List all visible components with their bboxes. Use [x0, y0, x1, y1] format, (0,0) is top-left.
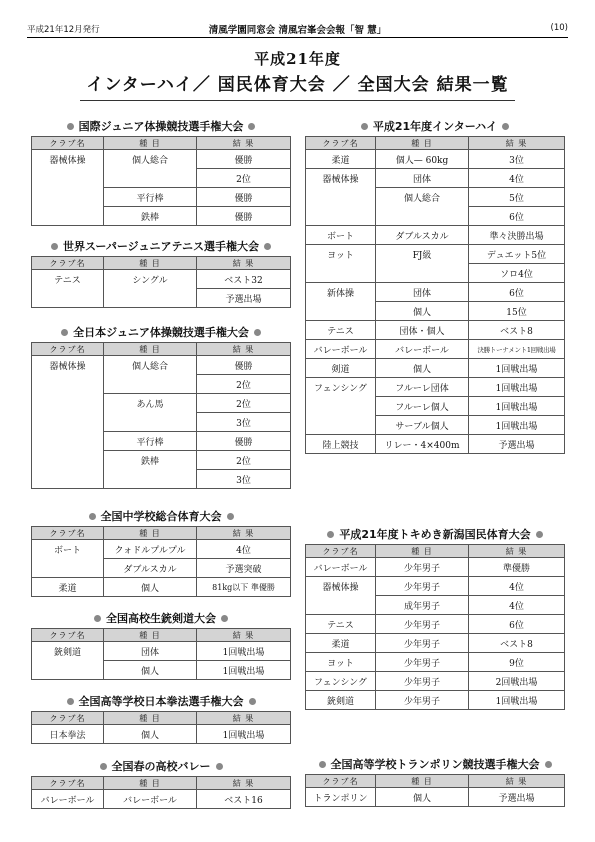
table-header-row: クラブ名 種 目 結 果	[306, 137, 565, 150]
club-cell: 柔道	[306, 150, 376, 169]
table-header-row: クラブ名 種 目 結 果	[306, 545, 565, 558]
table-row	[306, 653, 565, 672]
bullet-icon	[227, 513, 234, 520]
event-cell: 個人総合	[376, 188, 469, 226]
result-cell: 3位	[469, 150, 565, 169]
event-cell: 個人	[376, 359, 469, 378]
club-cell: 器械体操	[32, 356, 104, 489]
club-cell: 銃剣道	[32, 642, 104, 680]
event-cell: 個人	[376, 788, 469, 807]
bullet-icon	[249, 698, 256, 705]
bullet-icon	[51, 243, 58, 250]
result-cell: 4位	[469, 596, 565, 615]
table-row	[32, 540, 291, 559]
result-cell: 6位	[469, 283, 565, 302]
event-cell: 鉄棒	[104, 207, 197, 226]
event-cell: 少年男子	[376, 615, 469, 634]
table-row	[32, 578, 291, 597]
event-cell: 少年男子	[376, 691, 469, 710]
bullet-icon	[536, 531, 543, 538]
bullet-icon	[248, 123, 255, 130]
event-cell: 個人総合	[104, 150, 197, 188]
results-table	[305, 544, 565, 710]
section-all-japan-junior-gymnastics	[31, 324, 291, 489]
table-row	[306, 340, 565, 359]
section-title: 全国高等学校トランポリン競技選手権大会	[305, 756, 565, 774]
result-cell: 4位	[469, 577, 565, 596]
bullet-icon	[327, 531, 334, 538]
result-cell: 6位	[469, 207, 565, 226]
bullet-icon	[61, 329, 68, 336]
table-row	[306, 321, 565, 340]
section-interhigh	[305, 118, 565, 454]
event-cell: 個人	[104, 578, 197, 597]
bullet-icon	[361, 123, 368, 130]
results-table	[305, 136, 565, 454]
bullet-icon	[216, 763, 223, 770]
section-title: 全国春の高校バレー	[31, 758, 291, 776]
club-cell: 器械体操	[32, 150, 104, 226]
table-row	[306, 226, 565, 245]
section-intl-junior-gymnastics	[31, 118, 291, 226]
results-table	[305, 774, 565, 807]
result-cell: 15位	[469, 302, 565, 321]
result-cell: 2位	[197, 394, 291, 413]
club-cell: 器械体操	[306, 577, 376, 615]
event-cell: 平行棒	[104, 188, 197, 207]
result-cell: デュエット5位	[469, 245, 565, 264]
event-cell: 少年男子	[376, 558, 469, 577]
page-number: (10)	[550, 23, 568, 33]
section-national-junior-high	[31, 508, 291, 597]
table-header-row: クラブ名 種 目 結 果	[32, 343, 291, 356]
result-cell: 優勝	[197, 150, 291, 169]
result-cell: 1回戦出場	[197, 725, 291, 744]
result-cell: 2位	[197, 169, 291, 188]
table-row	[32, 790, 291, 809]
bullet-icon	[221, 615, 228, 622]
event-cell: 少年男子	[376, 653, 469, 672]
club-cell: テニス	[306, 321, 376, 340]
event-cell: フルーレ団体	[376, 378, 469, 397]
result-cell: 4位	[469, 169, 565, 188]
club-cell: バレーボール	[306, 340, 376, 359]
table-row	[32, 150, 291, 169]
event-cell: 団体	[376, 283, 469, 302]
result-cell: 4位	[197, 540, 291, 559]
table-row	[306, 169, 565, 188]
results-table	[31, 776, 291, 809]
event-cell: 個人— 60kg	[376, 150, 469, 169]
table-row	[306, 691, 565, 710]
table-header-row: クラブ名 種 目 結 果	[32, 777, 291, 790]
event-cell: ダブルスカル	[376, 226, 469, 245]
result-cell: 2回戦出場	[469, 672, 565, 691]
club-cell: バレーボール	[32, 790, 104, 809]
event-cell: バレーボール	[104, 790, 197, 809]
table-header-row: クラブ名 種 目 結 果	[32, 527, 291, 540]
section-trampoline	[305, 756, 565, 807]
club-cell: 柔道	[306, 634, 376, 653]
event-cell: 個人	[104, 661, 197, 680]
club-cell: ヨット	[306, 653, 376, 672]
bullet-icon	[319, 761, 326, 768]
title-rule	[80, 100, 515, 101]
event-cell: 鉄棒	[104, 451, 197, 489]
club-cell: バレーボール	[306, 558, 376, 577]
result-cell: 5位	[469, 188, 565, 207]
result-cell: 準々決勝出場	[469, 226, 565, 245]
event-cell: 個人	[376, 302, 469, 321]
newsletter-title: 清風学園同窓会 清風宕峯会会報「智 慧」	[208, 25, 387, 36]
results-table	[31, 256, 291, 308]
result-cell: 予選出場	[469, 435, 565, 454]
result-cell: 優勝	[197, 207, 291, 226]
club-cell: 剣道	[306, 359, 376, 378]
result-cell: 優勝	[197, 432, 291, 451]
table-row	[32, 642, 291, 661]
section-spring-volleyball	[31, 758, 291, 809]
result-cell: 1回戦出場	[469, 691, 565, 710]
section-title: 全国高等学校日本拳法選手権大会	[31, 693, 291, 711]
club-cell: 陸上競技	[306, 435, 376, 454]
result-cell: 1回戦出場	[469, 378, 565, 397]
section-title: 全国中学校総合体育大会	[31, 508, 291, 526]
table-header-row: クラブ名 種 目 結 果	[32, 629, 291, 642]
event-cell: サーブル個人	[376, 416, 469, 435]
table-row	[306, 283, 565, 302]
event-cell: 団体	[104, 642, 197, 661]
club-cell: フェンシング	[306, 378, 376, 435]
result-cell: 予選突破	[197, 559, 291, 578]
table-row	[306, 435, 565, 454]
col-club: クラブ名	[32, 137, 104, 150]
table-header-row	[32, 137, 291, 150]
bullet-icon	[100, 763, 107, 770]
result-cell: 予選出場	[469, 788, 565, 807]
event-cell: フルーレ個人	[376, 397, 469, 416]
bullet-icon	[67, 123, 74, 130]
table-header-row: クラブ名 種 目 結 果	[32, 712, 291, 725]
result-cell: 予選出場	[197, 289, 291, 308]
event-cell: 個人総合	[104, 356, 197, 394]
result-cell: 2位	[197, 375, 291, 394]
club-cell: テニス	[306, 615, 376, 634]
result-cell: ベスト32	[197, 270, 291, 289]
result-cell: 3位	[197, 470, 291, 489]
event-cell: バレーボール	[376, 340, 469, 359]
event-cell: FJ級	[376, 245, 469, 283]
bullet-icon	[254, 329, 261, 336]
table-row	[32, 270, 291, 289]
results-table	[31, 136, 291, 226]
result-cell: 優勝	[197, 188, 291, 207]
result-cell: 1回戦出場	[469, 397, 565, 416]
table-header-row: クラブ名 種 目 結 果	[306, 775, 565, 788]
bullet-icon	[545, 761, 552, 768]
result-cell: 優勝	[197, 356, 291, 375]
event-cell: 団体	[376, 169, 469, 188]
result-cell: ソロ4位	[469, 264, 565, 283]
table-row	[306, 558, 565, 577]
event-cell: シングル	[104, 270, 197, 308]
table-row	[306, 378, 565, 397]
club-cell: フェンシング	[306, 672, 376, 691]
results-table	[31, 342, 291, 489]
section-national-bayonet	[31, 610, 291, 680]
club-cell: 日本拳法	[32, 725, 104, 744]
section-world-super-junior-tennis	[31, 238, 291, 308]
club-cell: 新体操	[306, 283, 376, 321]
section-title: 全国高校生銃剣道大会	[31, 610, 291, 628]
section-title: 世界スーパージュニアテニス選手権大会	[31, 238, 291, 256]
table-row	[306, 245, 565, 264]
main-title-year: 平成21年度	[254, 50, 341, 68]
table-row	[306, 672, 565, 691]
club-cell: 銃剣道	[306, 691, 376, 710]
result-cell: 1回戦出場	[197, 642, 291, 661]
result-cell: 81kg以下 準優勝	[197, 578, 291, 597]
event-cell: クォドルプルプル	[104, 540, 197, 559]
section-title: 平成21年度インターハイ	[305, 118, 565, 136]
section-title: 平成21年度トキめき新潟国民体育大会	[305, 526, 565, 544]
result-cell: 9位	[469, 653, 565, 672]
result-cell: 1回戦出場	[469, 359, 565, 378]
result-cell: 決勝トーナメント1回戦出場	[469, 340, 565, 359]
event-cell: リレー・4×400m	[376, 435, 469, 454]
result-cell: 1回戦出場	[469, 416, 565, 435]
section-title: 全日本ジュニア体操競技選手権大会	[31, 324, 291, 342]
section-nippon-kempo	[31, 693, 291, 744]
result-cell: ベスト8	[469, 634, 565, 653]
club-cell: テニス	[32, 270, 104, 308]
issue-date: 平成21年12月発行	[27, 25, 100, 35]
bullet-icon	[89, 513, 96, 520]
col-event: 種 目	[104, 137, 197, 150]
event-cell: 少年男子	[376, 672, 469, 691]
club-cell: ボート	[306, 226, 376, 245]
club-cell: ヨット	[306, 245, 376, 283]
page-header	[27, 21, 568, 38]
event-cell: あん馬	[104, 394, 197, 432]
club-cell: 器械体操	[306, 169, 376, 226]
result-cell: 1回戦出場	[197, 661, 291, 680]
event-cell: 平行棒	[104, 432, 197, 451]
result-cell: 3位	[197, 413, 291, 432]
club-cell: 柔道	[32, 578, 104, 597]
bullet-icon	[502, 123, 509, 130]
result-cell: 2位	[197, 451, 291, 470]
table-row	[306, 615, 565, 634]
bullet-icon	[94, 615, 101, 622]
event-cell: 個人	[104, 725, 197, 744]
result-cell: 準優勝	[469, 558, 565, 577]
table-row	[306, 150, 565, 169]
section-niigata-national-sports	[305, 526, 565, 710]
bullet-icon	[264, 243, 271, 250]
table-row	[306, 359, 565, 378]
table-row	[306, 577, 565, 596]
event-cell: 団体・個人	[376, 321, 469, 340]
results-table	[31, 711, 291, 744]
table-row	[32, 356, 291, 375]
table-row	[32, 725, 291, 744]
table-row	[306, 788, 565, 807]
bullet-icon	[67, 698, 74, 705]
event-cell: 少年男子	[376, 577, 469, 596]
event-cell: ダブルスカル	[104, 559, 197, 578]
result-cell: ベスト8	[469, 321, 565, 340]
event-cell: 少年男子	[376, 634, 469, 653]
club-cell: ボート	[32, 540, 104, 578]
main-title: インターハイ／ 国民体育大会 ／ 全国大会 結果一覧	[86, 75, 509, 95]
club-cell: トランポリン	[306, 788, 376, 807]
result-cell: 6位	[469, 615, 565, 634]
results-table	[31, 628, 291, 680]
results-table	[31, 526, 291, 597]
section-title: 国際ジュニア体操競技選手権大会	[31, 118, 291, 136]
event-cell: 成年男子	[376, 596, 469, 615]
table-header-row: クラブ名 種 目 結 果	[32, 257, 291, 270]
result-cell: ベスト16	[197, 790, 291, 809]
table-row	[306, 634, 565, 653]
col-result: 結 果	[197, 137, 291, 150]
